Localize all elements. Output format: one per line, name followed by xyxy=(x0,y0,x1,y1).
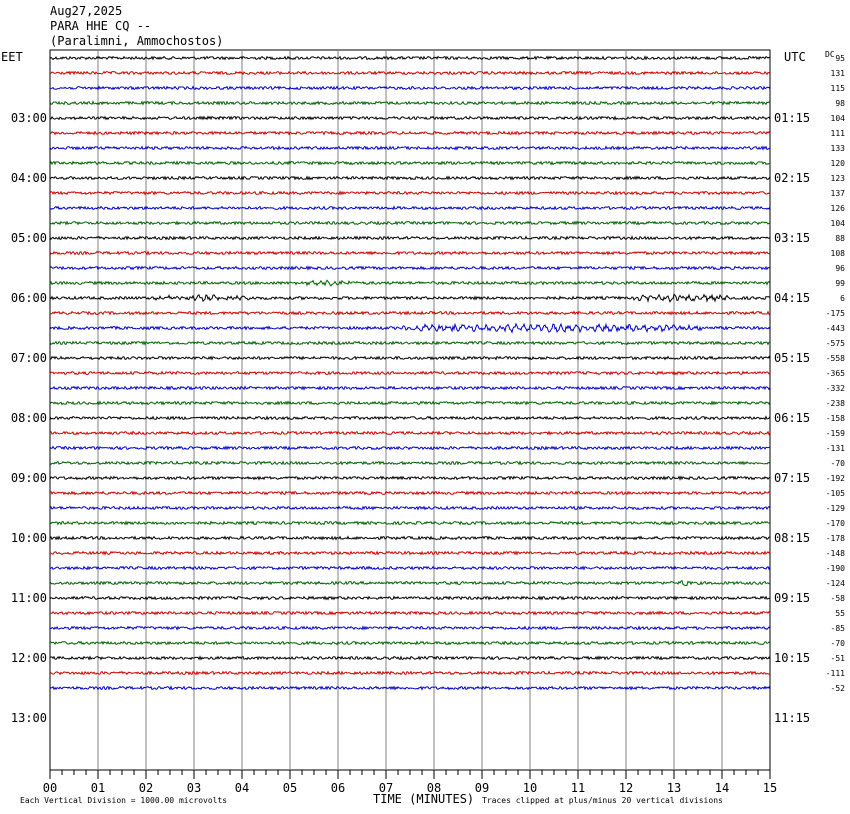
seismic-trace xyxy=(50,462,770,465)
dc-offset-value: 137 xyxy=(830,189,845,198)
eet-hour-label: 05:00 xyxy=(10,231,47,245)
dc-offset-value: -70 xyxy=(830,639,845,648)
plot-frame xyxy=(50,50,770,770)
eet-hour-label: 08:00 xyxy=(10,411,47,425)
utc-hour-label: 05:15 xyxy=(774,351,811,365)
seismic-trace xyxy=(50,132,770,135)
dc-offset-value: 131 xyxy=(830,69,845,78)
utc-hour-label: 04:15 xyxy=(774,291,811,305)
seismic-trace xyxy=(50,402,770,405)
utc-hour-label: 06:15 xyxy=(774,411,811,425)
seismic-trace xyxy=(50,492,770,495)
eet-hour-label: 06:00 xyxy=(10,291,47,305)
seismic-trace xyxy=(50,222,770,225)
dc-offset-value: -148 xyxy=(825,549,845,558)
seismic-trace xyxy=(50,87,770,90)
utc-hour-label: 10:15 xyxy=(774,651,811,665)
utc-hour-label: 01:15 xyxy=(774,111,811,125)
seismic-trace xyxy=(50,117,770,120)
seismic-trace xyxy=(50,627,770,630)
clip-note: Traces clipped at plus/minus 20 vertical divisions xyxy=(482,796,723,805)
header-location: (Paralimni, Ammochostos) xyxy=(50,34,224,48)
dc-offset-value: -52 xyxy=(830,684,845,693)
eet-hour-label: 12:00 xyxy=(10,651,47,665)
dc-offset-value: -158 xyxy=(825,414,845,423)
seismic-trace xyxy=(50,642,770,645)
x-tick-label: 07 xyxy=(378,781,394,795)
seismic-trace xyxy=(50,597,770,600)
seismic-trace xyxy=(50,612,770,615)
seismic-trace xyxy=(50,672,770,675)
eet-axis-label: EET xyxy=(1,50,23,64)
seismic-trace xyxy=(50,432,770,435)
seismic-trace xyxy=(50,342,770,345)
dc-offset-value: -70 xyxy=(830,459,845,468)
dc-offset-value: 98 xyxy=(835,99,845,108)
dc-offset-value: -575 xyxy=(825,339,845,348)
dc-offset-value: 120 xyxy=(830,159,845,168)
x-tick-label: 04 xyxy=(234,781,250,795)
eet-hour-label: 11:00 xyxy=(10,591,47,605)
seismic-trace xyxy=(50,162,770,165)
utc-hour-label: 11:15 xyxy=(774,711,811,725)
seismic-trace xyxy=(50,507,770,510)
dc-offset-value: -58 xyxy=(830,594,845,603)
dc-offset-value: -159 xyxy=(825,429,845,438)
x-tick-label: 01 xyxy=(90,781,106,795)
x-tick-label: 13 xyxy=(666,781,682,795)
dc-offset-value: -111 xyxy=(825,669,845,678)
seismic-trace xyxy=(50,237,770,240)
seismic-trace xyxy=(50,581,770,586)
seismic-trace xyxy=(50,72,770,75)
plot-grid xyxy=(50,50,770,770)
dc-offset-value: 133 xyxy=(830,144,845,153)
eet-hour-label: 04:00 xyxy=(10,171,47,185)
seismic-trace xyxy=(50,207,770,210)
utc-hour-label: 08:15 xyxy=(774,531,811,545)
dc-offset-value: 126 xyxy=(830,204,845,213)
seismic-trace xyxy=(50,294,770,302)
x-tick-label: 05 xyxy=(282,781,298,795)
dc-offset-value: 55 xyxy=(835,609,845,618)
x-tick-label: 02 xyxy=(138,781,154,795)
eet-hour-label: 07:00 xyxy=(10,351,47,365)
seismic-trace xyxy=(50,687,770,690)
dc-offset-value: 88 xyxy=(835,234,845,243)
eet-hour-label: 13:00 xyxy=(10,711,47,725)
dc-offset-value: 95 xyxy=(835,54,845,63)
eet-hour-label: 09:00 xyxy=(10,471,47,485)
dc-offset-value: 111 xyxy=(830,129,845,138)
seismic-trace xyxy=(50,447,770,450)
seismic-trace xyxy=(50,324,770,332)
x-tick-label: 06 xyxy=(330,781,346,795)
seismic-trace xyxy=(50,522,770,525)
seismic-trace xyxy=(50,57,770,60)
dc-offset-labels xyxy=(826,54,845,693)
dc-offset-value: -443 xyxy=(825,324,845,333)
dc-offset-value: -131 xyxy=(825,444,845,453)
seismic-trace xyxy=(50,102,770,105)
seismic-trace xyxy=(50,147,770,150)
x-tick-label: 14 xyxy=(714,781,730,795)
x-tick-label: 00 xyxy=(42,781,58,795)
seismic-trace xyxy=(50,387,770,390)
seismic-trace xyxy=(50,552,770,555)
dc-offset-value: -558 xyxy=(825,354,845,363)
seismic-trace xyxy=(50,177,770,180)
dc-offset-value: 99 xyxy=(835,279,845,288)
dc-offset-value: -51 xyxy=(830,654,845,663)
seismic-trace xyxy=(50,567,770,570)
dc-offset-value: 104 xyxy=(830,114,845,123)
dc-offset-value: 96 xyxy=(835,264,845,273)
seismic-trace xyxy=(50,357,770,360)
eet-hour-labels xyxy=(11,111,47,725)
dc-offset-value: -190 xyxy=(825,564,845,573)
seismic-trace xyxy=(50,192,770,195)
dc-offset-value: 104 xyxy=(830,219,845,228)
dc-offset-value: 6 xyxy=(840,294,845,303)
seismic-trace xyxy=(50,372,770,375)
dc-offset-value: -175 xyxy=(825,309,845,318)
seismic-trace xyxy=(50,537,770,540)
utc-hour-label: 09:15 xyxy=(774,591,811,605)
seismic-trace xyxy=(50,267,770,270)
x-tick-label: 12 xyxy=(618,781,634,795)
x-tick-label: 08 xyxy=(426,781,442,795)
eet-hour-label: 10:00 xyxy=(10,531,47,545)
seismic-trace xyxy=(50,280,770,286)
x-tick-label: 03 xyxy=(186,781,202,795)
dc-offset-value: -170 xyxy=(825,519,845,528)
dc-offset-value: -129 xyxy=(825,504,845,513)
x-tick-label: 15 xyxy=(762,781,778,795)
seismic-trace xyxy=(50,417,770,420)
dc-offset-value: -124 xyxy=(825,579,845,588)
dc-offset-value: -85 xyxy=(830,624,845,633)
dc-offset-value: -365 xyxy=(825,369,845,378)
dc-offset-value: -238 xyxy=(825,399,845,408)
seismic-traces xyxy=(50,57,770,690)
utc-hour-label: 03:15 xyxy=(774,231,811,245)
dc-offset-value: 108 xyxy=(830,249,845,258)
x-tick-label: 09 xyxy=(474,781,490,795)
header-date: Aug27,2025 xyxy=(50,4,123,18)
seismic-trace xyxy=(50,252,770,255)
dc-offset-label: DC xyxy=(825,50,835,59)
header-station: PARA HHE CQ -- xyxy=(50,19,152,33)
utc-hour-label: 02:15 xyxy=(774,171,811,185)
dc-offset-value: 115 xyxy=(830,84,845,93)
x-axis-title: TIME (MINUTES) xyxy=(373,792,475,806)
x-tick-label: 10 xyxy=(522,781,538,795)
seismic-trace xyxy=(50,657,770,660)
utc-hour-label: 07:15 xyxy=(774,471,811,485)
dc-offset-value: 123 xyxy=(830,174,845,183)
utc-hour-labels xyxy=(774,111,810,725)
dc-offset-value: -332 xyxy=(825,384,845,393)
utc-axis-label: UTC xyxy=(784,50,806,64)
eet-hour-label: 03:00 xyxy=(10,111,47,125)
dc-offset-value: -105 xyxy=(825,489,845,498)
dc-offset-value: -192 xyxy=(825,474,845,483)
x-tick-label: 11 xyxy=(570,781,586,795)
seismic-trace xyxy=(50,312,770,315)
dc-offset-value: -178 xyxy=(825,534,845,543)
seismic-trace xyxy=(50,477,770,480)
scale-note: Each Vertical Division = 1000.00 microvolts xyxy=(20,796,228,805)
